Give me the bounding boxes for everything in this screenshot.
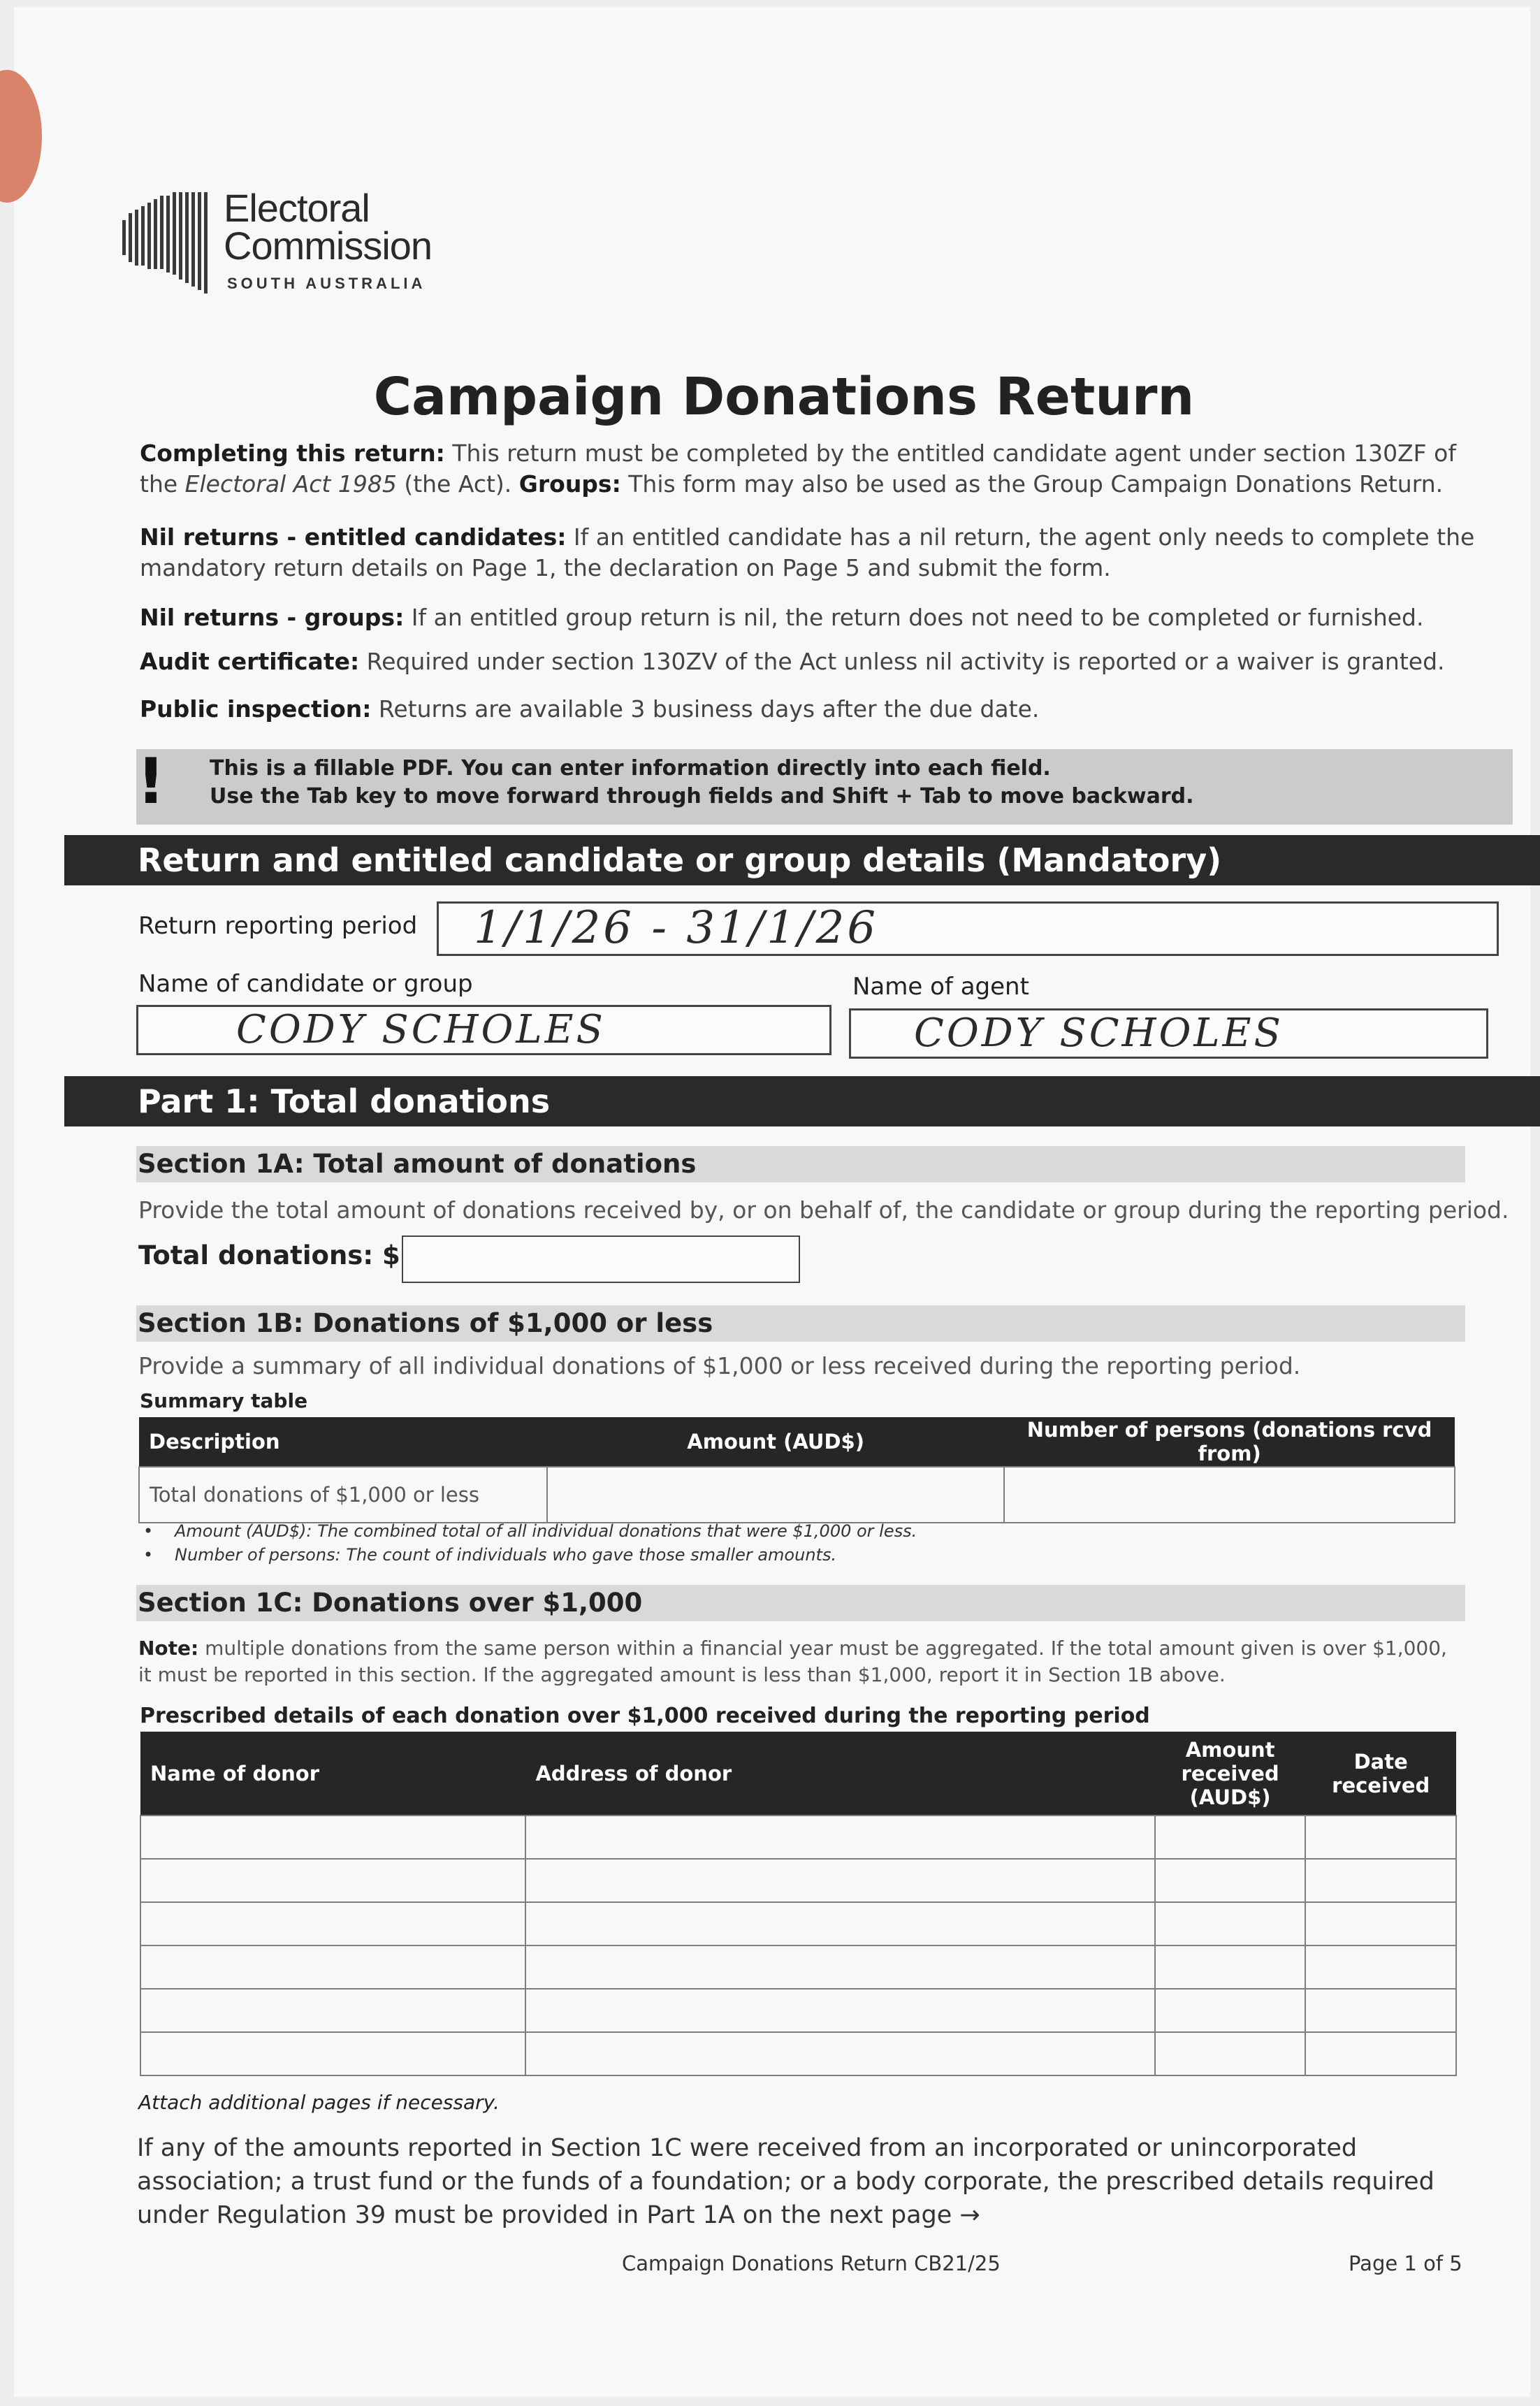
donor-address-cell[interactable] <box>525 1902 1154 1945</box>
section-1a-heading: Section 1A: Total amount of donations <box>136 1146 1465 1182</box>
intro-public-label: Public inspection: <box>140 695 372 723</box>
summary-header-description: Description <box>139 1417 547 1467</box>
donations-header-row <box>140 1732 1456 1816</box>
donor-address-cell[interactable] <box>525 1989 1154 2032</box>
donations-header-address: Address of donor <box>525 1732 1154 1816</box>
table-row <box>140 2032 1456 2075</box>
exclamation-icon: ! <box>136 745 166 818</box>
intro-nil-groups <box>140 602 1481 633</box>
intro-public-text: Returns are available 3 business days after the due date. <box>371 695 1040 723</box>
part1-section-bar: Part 1: Total donations <box>64 1076 1540 1126</box>
summary-table-caption: Summary table <box>140 1389 308 1412</box>
summary-note-persons <box>143 1543 917 1567</box>
intro-groups-label: Groups: <box>518 470 621 498</box>
intro-groups-text: This form may also be used as the Group Campaign Donations Return. <box>620 470 1444 498</box>
details-section-bar: Return and entitled candidate or group details (Mandatory) <box>64 835 1540 885</box>
agent-value: CODY SCHOLES <box>914 1010 1284 1056</box>
donor-date-cell[interactable] <box>1305 1945 1456 1989</box>
section-1b-heading: Section 1B: Donations of $1,000 or less <box>136 1305 1465 1342</box>
intro-act-name: Electoral Act 1985 <box>184 470 397 498</box>
intro-audit <box>140 646 1481 677</box>
summary-notes <box>143 1519 917 1567</box>
summary-data-row <box>139 1467 1455 1523</box>
candidate-label: Name of candidate or group <box>138 970 473 998</box>
candidate-value: CODY SCHOLES <box>236 1007 606 1052</box>
donor-amount-cell[interactable] <box>1155 1989 1306 2032</box>
intro-nil-groups-text: If an entitled group return is nil, the return does not need to be completed or furnished. <box>404 604 1424 631</box>
intro-completing-text: This return must be completed by the entitled candidate agent under section 130ZF of the <box>140 440 1456 498</box>
section-1c-heading: Section 1C: Donations over $1,000 <box>136 1585 1465 1621</box>
summary-note-amount <box>143 1519 917 1543</box>
summary-cell-description: Total donations of $1,000 or less <box>139 1467 547 1523</box>
donor-amount-cell[interactable] <box>1155 1902 1306 1945</box>
intro-nil-groups-label: Nil returns - groups: <box>140 604 405 631</box>
agent-label: Name of agent <box>852 973 1029 1001</box>
thumb-in-photo <box>0 70 42 203</box>
donor-name-cell[interactable] <box>140 2032 525 2075</box>
period-value: 1/1/26 - 31/1/26 <box>474 902 879 954</box>
donations-table <box>140 1732 1457 2076</box>
notice-line-1: This is a fillable PDF. You can enter information directly into each field. <box>210 756 1051 781</box>
donor-date-cell[interactable] <box>1305 1816 1456 1859</box>
donor-address-cell[interactable] <box>525 1816 1154 1859</box>
donor-name-cell[interactable] <box>140 1816 525 1859</box>
donor-name-cell[interactable] <box>140 1859 525 1902</box>
intro-completing <box>140 438 1481 500</box>
section-1c-note-text: multiple donations from the same person within a financial year must be aggregated. If the total amount given is over $1,000, it must be reported in this section. If the aggregated amount is less than $1,000, report it in Section 1B above. <box>138 1637 1447 1686</box>
summary-header-persons: Number of persons (donations rcvd from) <box>1004 1417 1455 1467</box>
donor-address-cell[interactable] <box>525 1859 1154 1902</box>
donations-header-amount: Amount received (AUD$) <box>1155 1732 1306 1816</box>
notice-text <box>210 755 1194 811</box>
section-1c-closing-text: If any of the amounts reported in Section 1C were received from an incorporated or unincorporated association; a trust fund or the funds of a foundation; or a body corporate, the prescribed details required under Regulation 39 must be provided in Part 1A on the next page → <box>137 2134 1434 2229</box>
donor-name-cell[interactable] <box>140 1945 525 1989</box>
summary-note-amount-text: Amount (AUD$): The combined total of all individual donations that were $1,000 or less. <box>175 1521 917 1541</box>
section-1c-note <box>138 1635 1466 1688</box>
summary-cell-amount[interactable] <box>547 1467 1004 1523</box>
donations-header-date: Date received <box>1305 1732 1456 1816</box>
donations-table-caption: Prescribed details of each donation over $1,000 received during the reporting period <box>140 1704 1150 1728</box>
notice-line-2: Use the Tab key to move forward through fields and Shift + Tab to move backward. <box>210 784 1194 809</box>
logo-subtitle: SOUTH AUSTRALIA <box>227 275 426 292</box>
summary-note-persons-text: Number of persons: The count of individuals who gave those smaller amounts. <box>175 1545 837 1565</box>
donations-header-name: Name of donor <box>140 1732 525 1816</box>
ecsa-logo <box>122 185 458 304</box>
footer-form-id: Campaign Donations Return CB21/25 <box>622 2252 1001 2275</box>
total-donations-label: Total donations: $ <box>138 1240 400 1270</box>
fillable-pdf-notice <box>136 745 1513 825</box>
logo-word-commission: Commission <box>224 224 433 268</box>
section-1a-text: Provide the total amount of donations received by, or on behalf of, the candidate or group during the reporting period. <box>138 1196 1509 1224</box>
summary-table <box>138 1417 1455 1523</box>
donor-amount-cell[interactable] <box>1155 1945 1306 1989</box>
period-label: Return reporting period <box>138 912 418 940</box>
donor-date-cell[interactable] <box>1305 1902 1456 1945</box>
intro-nil-candidates-label: Nil returns - entitled candidates: <box>140 523 567 551</box>
summary-cell-persons[interactable] <box>1004 1467 1455 1523</box>
intro-nil-candidates-text: If an entitled candidate has a nil return, the agent only needs to complete the mandatory return details on Page 1, the declaration on Page 5 and submit the form. <box>140 523 1475 581</box>
donor-address-cell[interactable] <box>525 1945 1154 1989</box>
bullet-icon: • <box>143 1521 154 1541</box>
intro-public <box>140 694 1481 725</box>
section-1b-text: Provide a summary of all individual donations of $1,000 or less received during the reporting period. <box>138 1352 1301 1379</box>
intro-completing-label: Completing this return: <box>140 440 445 467</box>
logo-mark-icon <box>122 192 213 297</box>
table-row <box>140 1859 1456 1902</box>
donor-amount-cell[interactable] <box>1155 2032 1306 2075</box>
intro-act-suffix: (the Act). <box>396 470 519 498</box>
table-row <box>140 1989 1456 2032</box>
donor-date-cell[interactable] <box>1305 1989 1456 2032</box>
table-row <box>140 1945 1456 1989</box>
logo-word-electoral: Electoral <box>224 186 370 230</box>
donor-date-cell[interactable] <box>1305 1859 1456 1902</box>
donor-name-cell[interactable] <box>140 1989 525 2032</box>
agent-field[interactable] <box>849 1008 1488 1059</box>
intro-audit-text: Required under section 130ZV of the Act unless nil activity is reported or a waiver is granted. <box>359 648 1445 675</box>
table-row <box>140 1816 1456 1859</box>
form-page <box>14 7 1530 2397</box>
attach-pages-note: Attach additional pages if necessary. <box>138 2091 500 2114</box>
period-field[interactable] <box>437 901 1499 956</box>
donor-name-cell[interactable] <box>140 1902 525 1945</box>
form-title: Campaign Donations Return <box>373 367 1195 427</box>
bullet-icon: • <box>143 1545 154 1565</box>
donor-amount-cell[interactable] <box>1155 1816 1306 1859</box>
summary-header-amount: Amount (AUD$) <box>547 1417 1004 1467</box>
section-1c-note-label: Note: <box>138 1637 199 1660</box>
intro-nil-candidates <box>140 522 1481 584</box>
donor-date-cell[interactable] <box>1305 2032 1456 2075</box>
footer-page-number: Page 1 of 5 <box>1349 2252 1462 2275</box>
summary-header-row <box>139 1417 1455 1467</box>
donor-amount-cell[interactable] <box>1155 1859 1306 1902</box>
candidate-field[interactable] <box>136 1005 831 1055</box>
table-row <box>140 1902 1456 1945</box>
total-donations-field[interactable] <box>402 1235 800 1283</box>
intro-audit-label: Audit certificate: <box>140 648 360 675</box>
donor-address-cell[interactable] <box>525 2032 1154 2075</box>
